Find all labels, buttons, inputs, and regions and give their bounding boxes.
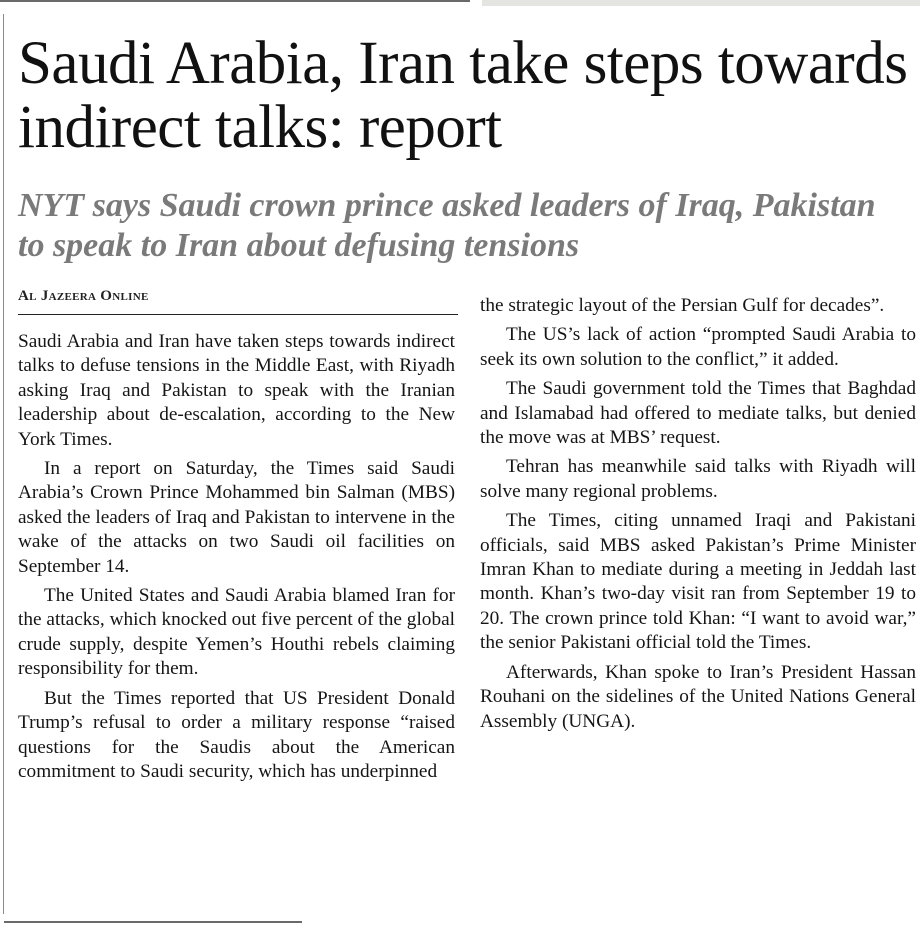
paragraph: Saudi Arabia and Iran have taken steps towards indirect talks to defuse tensions in the Middle East, with Riyadh asking Iraq and Pakistan to speak with the Iranian leadership about de-escalation, according to the New York Times. <box>18 331 455 450</box>
headline: Saudi Arabia, Iran take steps towards indirect talks: report <box>18 30 908 161</box>
subheadline: NYT says Saudi crown prince asked leaders of Iraq, Pakistan to speak to Iran about defusing tensions <box>18 187 876 264</box>
paragraph: Afterwards, Khan spoke to Iran’s President Hassan Rouhani on the sidelines of the United Nations General Assembly (UNGA). <box>480 661 916 732</box>
top-rule <box>0 0 470 2</box>
paragraph: In a report on Saturday, the Times said Saudi Arabia’s Crown Prince Mohammed bin Salman (MBS) asked the leaders of Iraq and Pakistan to intervene in the wake of the attacks on two Saudi oil facilities on September 14. <box>18 458 455 577</box>
paragraph: Tehran has meanwhile said talks with Riyadh will solve many regional problems. <box>480 456 916 502</box>
byline-rule <box>18 314 458 315</box>
paragraph: But the Times reported that US President Donald Trump’s refusal to order a military response “raised questions for the Saudis about the American commitment to Saudi security, which has underpinned <box>18 687 455 782</box>
paragraph: The US’s lack of action “prompted Saudi Arabia to seek its own solution to the conflict,” it added. <box>480 324 916 370</box>
article-column-2 <box>480 294 916 734</box>
article-column-1 <box>18 330 455 784</box>
paragraph: The Saudi government told the Times that Baghdad and Islamabad had offered to mediate talks, but denied the move was at MBS’ request. <box>480 378 916 449</box>
paragraph: The United States and Saudi Arabia blamed Iran for the attacks, which knocked out five percent of the global crude supply, despite Yemen’s Houthi rebels claiming responsibility for them. <box>18 585 455 680</box>
left-border-rule <box>3 14 4 914</box>
byline: Al Jazeera Online <box>18 288 149 304</box>
paragraph: The Times, citing unnamed Iraqi and Pakistani officials, said MBS asked Pakistan’s Prime Minister Imran Khan to mediate during a meeting in Jeddah last month. Khan’s two-day visit ran from September 19 to 20. The crown prince told Khan: “I want to avoid war,” the senior Pakistani official told the Times. <box>480 510 916 654</box>
top-rule-shade <box>482 0 920 6</box>
bottom-rule <box>4 921 302 923</box>
paragraph: the strategic layout of the Persian Gulf for decades”. <box>480 295 885 316</box>
